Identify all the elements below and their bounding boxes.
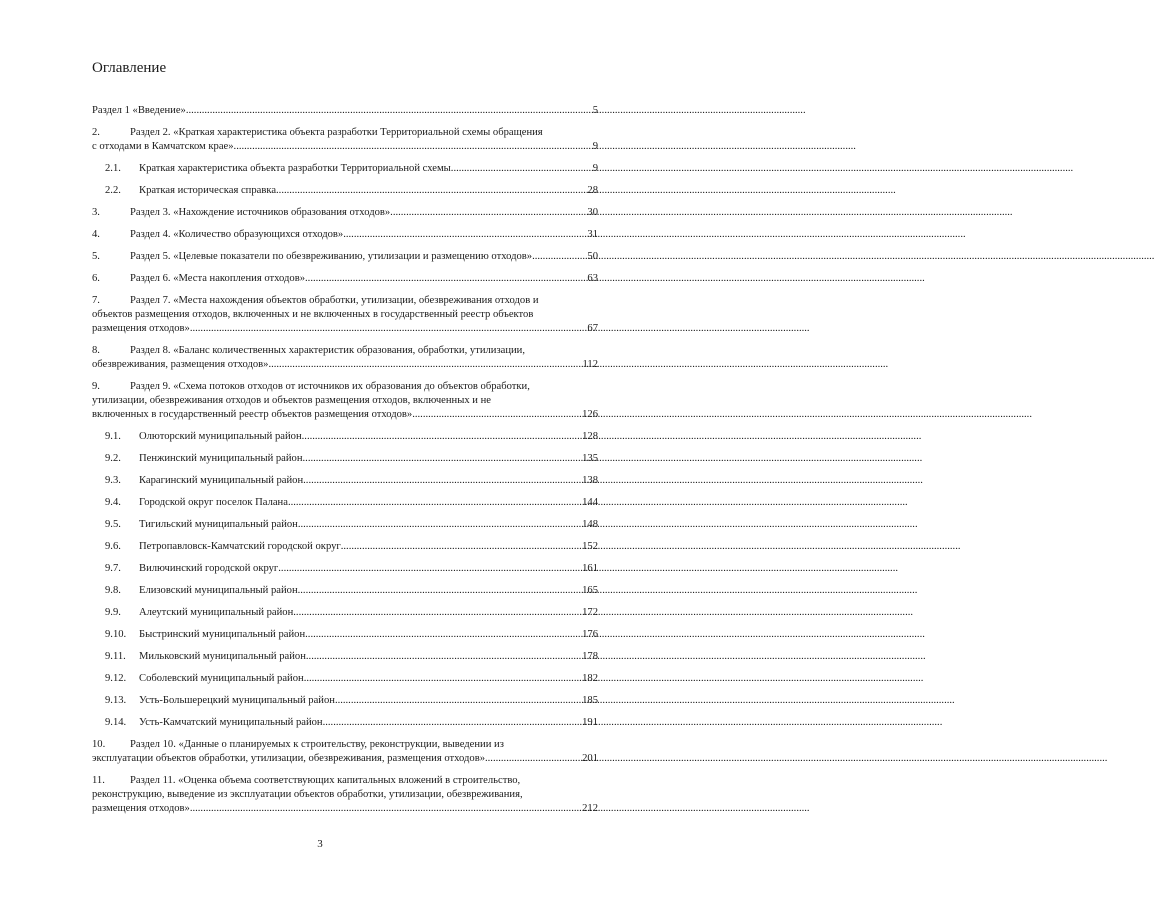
toc-entry[interactable] [92, 184, 598, 198]
toc-entry-title: Краткая характеристика объекта разработки Территориальной схемы. [139, 163, 454, 174]
toc-entry[interactable] [92, 344, 598, 372]
toc-entry-title: Городской округ поселок Палана [139, 497, 288, 508]
toc-entry[interactable] [92, 672, 598, 686]
toc-leader-dots [190, 322, 588, 336]
toc-leader-dots [306, 650, 582, 664]
toc-entry-number: 9.2. [105, 453, 121, 464]
toc-entry-page: 28 [587, 185, 598, 196]
toc-entry-page: 172 [582, 607, 598, 618]
toc-entry[interactable] [92, 162, 598, 176]
toc-entry-title-continued: размещения отходов» [92, 803, 190, 814]
toc-entry-page: 144 [582, 497, 598, 508]
toc-entry-page: 165 [582, 585, 598, 596]
toc-entry-number: 9. [92, 381, 100, 392]
toc-entry-title-continued: размещения отходов» [92, 323, 190, 334]
toc-entry[interactable] [92, 540, 598, 554]
toc-entry-page: 191 [582, 717, 598, 728]
toc-leader-dots [305, 272, 587, 286]
toc-title: Оглавление [92, 60, 167, 76]
toc-entry-title: Мильковский муниципальный район [139, 651, 306, 662]
toc-leader-dots [288, 496, 582, 510]
toc-entry-page: 161 [582, 563, 598, 574]
toc-entry[interactable] [92, 126, 598, 154]
toc-entry[interactable] [92, 562, 598, 576]
toc-entry-title: Раздел 10. «Данные о планируемых к строительству, реконструкции, выведении из [130, 739, 504, 750]
toc-entry[interactable] [92, 650, 598, 664]
toc-entry-page: 30 [587, 207, 598, 218]
toc-entry-title-continued: объектов размещения отходов, включенных и не включенных в государственный реестр объектов [92, 309, 534, 320]
toc-entry-number: 6. [92, 273, 100, 284]
toc-entry-title-continued: с отходами в Камчатском крае». [92, 141, 237, 152]
toc-entry[interactable] [92, 518, 598, 532]
toc-entry-title: Раздел 9. «Схема потоков отходов от источников их образования до объектов обработки, [130, 381, 530, 392]
toc-entry-number: 9.8. [105, 585, 121, 596]
toc-entry-number: 9.7. [105, 563, 121, 574]
toc-entry-number: 10. [92, 739, 106, 750]
toc-entry-title: Раздел 3. «Нахождение источников образования отходов». [130, 207, 393, 218]
toc-entry-number: 9.12. [105, 673, 127, 684]
toc-entry-title: Раздел 6. «Места накопления отходов» [130, 273, 306, 284]
toc-leader-dots [293, 606, 582, 620]
toc-entry-title: Раздел 8. «Баланс количественных характеристик образования, обработки, утилизации, [130, 345, 525, 356]
toc-entry-title: Карагинский муниципальный район [139, 475, 304, 486]
toc-entry-title-continued: эксплуатации объектов обработки, утилизации, обезвреживания, размещения отходов». [92, 753, 488, 764]
toc-entry-page: 112 [582, 359, 598, 370]
toc-entry-title-continued: утилизации, обезвреживания отходов и объектов размещения отходов, включенных и не [92, 395, 491, 406]
toc-entry-number: 9.13. [105, 695, 127, 706]
toc-entry-number: 9.9. [105, 607, 121, 618]
toc-entry-page: 128 [582, 431, 598, 442]
toc-leader-dots [302, 430, 582, 444]
page-number: 3 [317, 838, 323, 850]
toc-entry-title: Тигильский муниципальный район [139, 519, 298, 530]
toc-entry[interactable] [92, 430, 598, 444]
toc-entry-title-continued: реконструкцию, выведение из эксплуатации объектов обработки, утилизации, обезвреживания, [92, 789, 523, 800]
toc-entry-number: 9.11. [105, 651, 126, 662]
toc-leader-dots [186, 104, 593, 118]
toc-entry-number: 7. [92, 295, 100, 306]
toc-entry-title: Усть-Большерецкий муниципальный район [139, 695, 335, 706]
toc-entry[interactable] [92, 716, 598, 730]
toc-entry-page: 67 [587, 323, 598, 334]
toc-leader-dots [190, 802, 582, 816]
toc-entry-title: Елизовский муниципальный район [139, 585, 298, 596]
toc-entry[interactable] [92, 774, 598, 816]
toc-entry[interactable] [92, 694, 598, 708]
toc-entry[interactable] [92, 104, 598, 118]
toc-entry-page: 201 [582, 753, 598, 764]
toc-leader-dots [304, 672, 582, 686]
toc-entry[interactable] [92, 228, 598, 242]
toc-entry-title: Олюторский муниципальный район [139, 431, 302, 442]
toc-leader-dots [303, 452, 583, 466]
toc-entry-number: 2. [92, 127, 100, 138]
toc-leader-dots [278, 562, 582, 576]
toc-entry-title: Соболевский муниципальный район [139, 673, 304, 684]
toc-leader-dots [236, 140, 593, 154]
toc-entry-number: 8. [92, 345, 100, 356]
toc-entry-number: 5. [92, 251, 100, 262]
toc-entry-page: 9 [592, 141, 598, 152]
toc-entry-title: Раздел 4. «Количество образующихся отходов». [130, 229, 346, 240]
toc-entry-page: 148 [582, 519, 598, 530]
toc-entry-number: 9.5. [105, 519, 121, 530]
toc-entry[interactable] [92, 272, 598, 286]
toc-leader-dots [412, 408, 582, 422]
toc-entry[interactable] [92, 628, 598, 642]
toc-entry-page: 185 [582, 695, 598, 706]
toc-entry-title: Петропавловск-Камчатский городской округ [139, 541, 341, 552]
toc-leader-dots [346, 228, 588, 242]
toc-entry-number: 2.1. [105, 163, 121, 174]
toc-entry-title: Раздел 7. «Места нахождения объектов обработки, утилизации, обезвреживания отходов и [130, 295, 539, 306]
toc-entry-title-continued: включенных в государственный реестр объектов размещения отходов» [92, 409, 413, 420]
toc-leader-dots [453, 162, 592, 176]
toc-entry-number: 3. [92, 207, 100, 218]
toc-entry-title: Раздел 11. «Оценка объема соответствующих капитальных вложений в строительство, [130, 775, 521, 786]
table-of-contents [92, 104, 598, 824]
toc-leader-dots [341, 540, 582, 554]
toc-leader-dots [303, 474, 582, 488]
toc-leader-dots [323, 716, 583, 730]
toc-entry-page: 182 [582, 673, 598, 684]
toc-entry-page: 50 [587, 251, 598, 262]
toc-entry-number: 9.10. [105, 629, 127, 640]
toc-entry-title: Быстринский муниципальный район [139, 629, 306, 640]
toc-entry[interactable] [92, 380, 598, 422]
toc-entry-title: Алеутский муниципальный район [139, 607, 294, 618]
toc-entry[interactable] [92, 206, 598, 220]
toc-leader-dots [488, 752, 582, 766]
toc-leader-dots [276, 184, 587, 198]
toc-entry[interactable] [92, 496, 598, 510]
toc-entry-page: 126 [582, 409, 598, 420]
toc-leader-dots [298, 584, 582, 598]
toc-entry-number: 9.1. [105, 431, 121, 442]
toc-leader-dots [268, 358, 582, 372]
toc-leader-dots [298, 518, 582, 532]
toc-entry[interactable] [92, 474, 598, 488]
toc-entry-title: Раздел 5. «Целевые показатели по обезвреживанию, утилизации и размещению отходов». [130, 251, 535, 262]
toc-entry[interactable] [92, 452, 598, 466]
toc-entry-number: 9.6. [105, 541, 121, 552]
toc-leader-dots [393, 206, 588, 220]
toc-entry-page: 178 [582, 651, 598, 662]
toc-entry-page: 176 [582, 629, 598, 640]
toc-entry-title: Пенжинский муниципальный район [139, 453, 303, 464]
toc-entry-title: Раздел 2. «Краткая характеристика объекта разработки Территориальной схемы обращения [130, 127, 543, 138]
toc-entry-page: 212 [582, 803, 598, 814]
toc-leader-dots [305, 628, 582, 642]
toc-leader-dots [335, 694, 582, 708]
toc-entry-number: 9.4. [105, 497, 121, 508]
toc-entry-title-continued: обезвреживания, размещения отходов» [92, 359, 269, 370]
toc-entry-title: Вилючинский городской округ [139, 563, 279, 574]
toc-entry-page: 31 [587, 229, 598, 240]
toc-entry-title: Краткая историческая справка [139, 185, 277, 196]
toc-entry-page: 5 [592, 105, 598, 116]
toc-entry-page: 135 [582, 453, 598, 464]
toc-entry-number: 2.2. [105, 185, 121, 196]
toc-entry-page: 138 [582, 475, 598, 486]
toc-entry-page: 152 [582, 541, 598, 552]
toc-entry-title: Раздел 1 «Введение» [92, 105, 186, 116]
toc-entry[interactable] [92, 738, 598, 766]
toc-entry[interactable] [92, 294, 598, 336]
toc-entry-number: 4. [92, 229, 100, 240]
toc-entry-number: 9.3. [105, 475, 121, 486]
toc-entry[interactable] [92, 250, 598, 264]
toc-entry[interactable] [92, 606, 598, 620]
toc-entry-page: 9 [592, 163, 598, 174]
toc-entry[interactable] [92, 584, 598, 598]
toc-entry-page: 63 [587, 273, 598, 284]
toc-entry-number: 9.14. [105, 717, 127, 728]
toc-entry-title: Усть-Камчатский муниципальный район [139, 717, 323, 728]
toc-leader-dots [535, 250, 588, 264]
toc-entry-number: 11. [92, 775, 105, 786]
